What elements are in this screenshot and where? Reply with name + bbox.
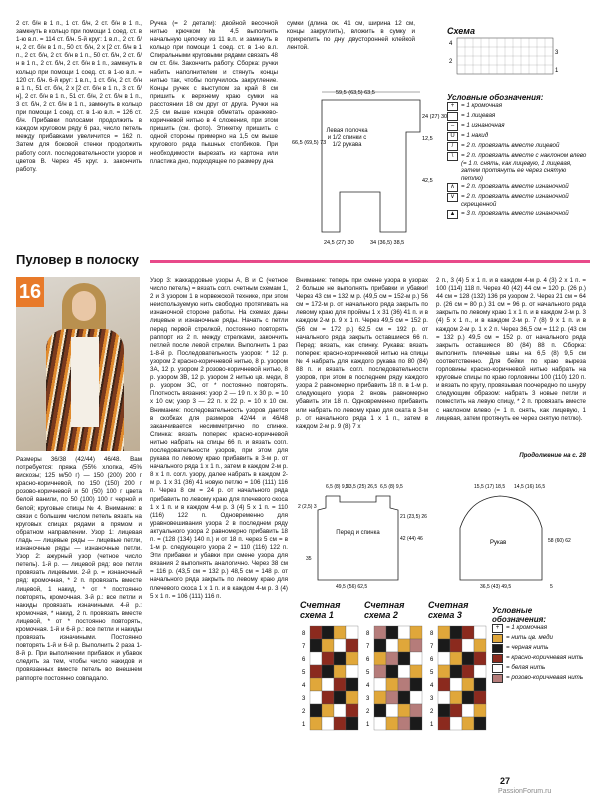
chart-cell bbox=[450, 652, 462, 665]
text-column-top-1 bbox=[16, 20, 142, 256]
text-column-mid-2 bbox=[150, 277, 288, 774]
chart-cell bbox=[334, 704, 346, 717]
chart-cell bbox=[450, 639, 462, 652]
chart-cell bbox=[438, 639, 450, 652]
chart-cell bbox=[322, 665, 334, 678]
page-number: 27 bbox=[500, 776, 511, 786]
row-number: 7 bbox=[430, 644, 434, 650]
chart-cell bbox=[474, 678, 486, 691]
row-number: 8 bbox=[430, 631, 434, 637]
paragraph: 2 п., 3 (4) 5 x 1 п. и в каждом 4-м р. 4 (3) 2 x 1 п. = 100 (114) 118 п. Через 40 (42) 44 см = 120 р. (26 р.) 44 см = 128 (132) 136 ря узором 2. Через 21 см = 64 р. (26 см = 80 р.) 31 см = 96 р. от начального ряда закрыть по левому краю 1 x 1 п. и в каждом 2-м р. 3 (4) 5 x 1 п., и в каждом 2-м р. 7 (8) 9 x 1 п. и в каждом 2-м р. 1 x 2 п. Через 36,5 см = 112 р. (43 см = 132 р.) 49,5 см = 152 р. от начального ряда закрыть оставшиеся 80 (84) 88 п. Сборка: выполнить плечевые швы на 6,5 (8) 9,5 см соответственно. Для бейки по краю выреза горловины красно-коричневой нитью набрать на круговые спицы по краю горловины 100 (110) 120 п. и вязать по кругу, провязывая поочередно по шнуру следующим образом: набрать 3 новые петли и поместить на левую спицу, * 2 п. провязать вместе с наклоном влево (= 1 п. снять, как лицевую, 1 лицевая, затем протянуть ее через снятую петлю). bbox=[436, 277, 586, 422]
schema-title: Схема bbox=[447, 26, 475, 36]
chart-cell bbox=[450, 626, 462, 639]
row-number: 7 bbox=[366, 644, 370, 650]
dim-label: 49,5 (56) 62,5 bbox=[336, 584, 368, 590]
row-number: 1 bbox=[302, 722, 306, 728]
legend-item bbox=[447, 132, 587, 141]
legend-swatch bbox=[492, 664, 503, 673]
row-number: 6 bbox=[366, 657, 370, 663]
chart-cell bbox=[334, 691, 346, 704]
chart-cell bbox=[462, 678, 474, 691]
chart-cell bbox=[310, 665, 322, 678]
chart-cell bbox=[438, 626, 450, 639]
legend-swatch: + bbox=[492, 624, 503, 633]
row-number: 3 bbox=[555, 50, 559, 56]
row-number: 1 bbox=[555, 68, 559, 74]
chart-cell bbox=[310, 704, 322, 717]
legend-text: = розово-коричневая нить bbox=[506, 674, 584, 681]
chart-cell bbox=[322, 639, 334, 652]
paragraph: сумки (длина ок. 41 см, ширина 12 см, концы закруглить), вложить в сумку и прикрепить по дну двусторонней клейкой лентой. bbox=[287, 20, 415, 52]
legend-symbol: ▲ bbox=[447, 210, 458, 219]
chart-cell bbox=[438, 717, 450, 730]
row-number: 5 bbox=[302, 670, 306, 676]
chart-cell bbox=[334, 639, 346, 652]
dim-label: 14,5 (16) 16,5 bbox=[514, 484, 546, 490]
chart-cell bbox=[438, 665, 450, 678]
chart-cell bbox=[346, 691, 358, 704]
text-column-top-2 bbox=[150, 20, 278, 256]
chart-cell bbox=[474, 639, 486, 652]
title-divider bbox=[150, 260, 590, 263]
dim-label: 6,5 (8) 9,5 bbox=[380, 484, 403, 490]
dim-label: 21 (23,5) 26 bbox=[400, 514, 427, 520]
chart-cell bbox=[450, 665, 462, 678]
dim-label: 5 bbox=[550, 584, 553, 590]
chart-cell bbox=[398, 639, 410, 652]
legend-item bbox=[492, 644, 588, 653]
legend-item bbox=[447, 210, 587, 219]
row-number: 1 bbox=[430, 722, 434, 728]
pattern-piece-label: Левая полочка и 1/2 спинки с 1/2 рукава bbox=[326, 128, 368, 148]
row-number: 6 bbox=[302, 657, 306, 663]
dim-label: 6,5 (8) 9,5 bbox=[326, 484, 349, 490]
pattern-diagram-sleeve bbox=[440, 478, 588, 590]
chart-cell bbox=[462, 652, 474, 665]
chart-cell bbox=[398, 691, 410, 704]
legend-item bbox=[447, 152, 587, 182]
dim-label: 24,5 (27) 30 bbox=[324, 240, 354, 246]
chart-cell bbox=[386, 665, 398, 678]
legend-text: = красно-коричневая нить bbox=[506, 654, 584, 661]
chart-cell bbox=[462, 691, 474, 704]
legend-title: Условные обозначения: bbox=[447, 93, 544, 102]
chart-cell bbox=[310, 639, 322, 652]
chart-legend bbox=[492, 606, 588, 684]
legend-text: = белая нить bbox=[506, 664, 546, 671]
chart-cell bbox=[410, 665, 422, 678]
chart-cell bbox=[438, 678, 450, 691]
row-number: 2 bbox=[302, 709, 306, 715]
chart-cell bbox=[474, 652, 486, 665]
chart-cell bbox=[398, 652, 410, 665]
legend-symbol: / bbox=[447, 142, 458, 151]
schema-block bbox=[447, 26, 587, 220]
chart-cell bbox=[410, 678, 422, 691]
pattern-number-badge: 16 bbox=[16, 277, 44, 307]
chart-cell bbox=[310, 678, 322, 691]
pattern-piece-label: Рукав bbox=[490, 540, 507, 546]
chart-cell bbox=[322, 652, 334, 665]
paragraph: Внимание: теперь при смене узора в узорах 2 больше не выполнять прибавки и убавки! Через 43 см = 132 м р. (49,5 см = 152-м р.) 56 см = 172-м р. от начального ряда закрыть по левому краю для проймы 1 x 31 (36) 41 п. и в каждом 2-м р. 9 x 1 п. Через 49,5 см = 152 р. (56 см = 172 р.) 62,5 см = 192 р. от начального ряда закрыть оставшиеся 66 п. Перед: вязать, как спинку. Рукава: вязать поперек: красно-коричневой нитью на спицы № 4 набрать для каждого рукава по 80 (84) 88 п. и вязать согл. последовательности узоров, при этом в последнем ряду каждого узора 2 равномерно прибавить 18 п. в 1-м р. следующего узора 2 вновь равномерно убавить эти 18 п. Одновременно прибавить или набрать по левому краю для оката в 3-м р. от начального ряда 1 x 1 п., затем в каждом 2-м р. 9 (8) 7 x bbox=[296, 277, 428, 430]
chart-cell bbox=[374, 626, 386, 639]
legend-title: Условные обозначения: bbox=[492, 606, 546, 624]
chart-cell bbox=[450, 717, 462, 730]
chart-cell bbox=[346, 639, 358, 652]
text-column-top-3 bbox=[287, 20, 415, 60]
dim-label: 24 (27) 30 bbox=[422, 114, 448, 120]
paragraph: Ручка (= 2 детали): двойной веcочной нитью крючком № 4,5 выполнить начальную цепочку из 11 в.п. и замкнуть в кольцо при помощи 1 соед. ст. в 1-ю в.п. Спиральными круговыми рядами связать 48 см ст. б/н. Закончить работу. Сборка: ручки набить наполнителем и стянуть концы нитью так, чтобы получилось закругление. Концы ручек с выступом за край 8 см пришить к верхнему краю сумки на расстоянии 18 см друг от друга. Ручки на 2,5 см выше концов обметать оранжево-коричневой нитью в 4 сложения, при этом пришить (см. фото). Этикетку пришить с одной стороны примерно на 1,5 см выше кругового ряда пышных столбиков. При необходимости вырезать из картона или пластика дно, подходящее по размеру дна bbox=[150, 20, 278, 165]
chart-cell bbox=[322, 691, 334, 704]
row-number: 2 bbox=[449, 59, 453, 65]
photo-face bbox=[72, 291, 96, 321]
dim-label: 23,5 (25) 26,5 bbox=[346, 484, 378, 490]
chart-cell bbox=[334, 678, 346, 691]
schema-grid bbox=[447, 36, 567, 78]
chart-cell bbox=[474, 691, 486, 704]
section-title: Пуловер в полоску bbox=[16, 252, 139, 267]
legend-text: = 2 п. провязать вместе изнаночной скрещенной bbox=[461, 193, 569, 208]
chart-cell bbox=[462, 704, 474, 717]
chart-cell bbox=[386, 704, 398, 717]
row-number: 5 bbox=[430, 670, 434, 676]
chart-cell bbox=[386, 652, 398, 665]
legend-item bbox=[447, 102, 587, 111]
row-number: 3 bbox=[302, 696, 306, 702]
dim-label: 66,5 (69,5) 73 bbox=[292, 140, 327, 146]
chart-cell bbox=[310, 691, 322, 704]
counting-charts bbox=[300, 600, 490, 770]
chart-cell bbox=[462, 626, 474, 639]
legend-item bbox=[447, 183, 587, 192]
chart-cell bbox=[346, 717, 358, 730]
legend-text: = черная нить bbox=[506, 644, 549, 651]
legend-swatch bbox=[492, 634, 503, 643]
row-number: 2 bbox=[366, 709, 370, 715]
dim-label: 42 (44) 46 bbox=[400, 536, 423, 542]
chart-cell bbox=[398, 665, 410, 678]
legend-text: = 3 п. провязать вместе изнаночной bbox=[461, 209, 569, 217]
chart-cell bbox=[310, 717, 322, 730]
row-number: 1 bbox=[366, 722, 370, 728]
chart-cell bbox=[374, 678, 386, 691]
chart-cell bbox=[410, 652, 422, 665]
text-column-mid-4 bbox=[436, 277, 586, 449]
legend-text: = 1 кромочная bbox=[461, 102, 503, 109]
chart-cell bbox=[474, 626, 486, 639]
chart-cell bbox=[462, 717, 474, 730]
chart-cell bbox=[462, 665, 474, 678]
legend-text: = 2 п. провязать вместе лицевой bbox=[461, 142, 560, 149]
chart-cell bbox=[438, 704, 450, 717]
chart-cell bbox=[334, 717, 346, 730]
chart-cell bbox=[322, 678, 334, 691]
chart-cell bbox=[322, 704, 334, 717]
chart-cell bbox=[374, 639, 386, 652]
chart-cell bbox=[334, 626, 346, 639]
chart-cell bbox=[322, 626, 334, 639]
row-number: 8 bbox=[302, 631, 306, 637]
chart-cell bbox=[386, 626, 398, 639]
row-number: 6 bbox=[430, 657, 434, 663]
text-column-mid-1 bbox=[16, 456, 142, 774]
pattern-outline bbox=[460, 496, 542, 580]
legend-item bbox=[447, 193, 587, 208]
legend-item bbox=[492, 664, 588, 673]
chart-cell bbox=[346, 626, 358, 639]
row-number: 3 bbox=[366, 696, 370, 702]
legend-text: = 2 п. провязать вместе изнаночной bbox=[461, 183, 569, 191]
dim-label: 2 (2,5) 3 bbox=[298, 504, 317, 510]
legend-symbol: \ bbox=[447, 152, 458, 161]
continued-note: Продолжение на с. 28 bbox=[519, 452, 586, 459]
text-column-mid-3 bbox=[296, 277, 428, 469]
chart-cell bbox=[386, 639, 398, 652]
legend-symbol: – bbox=[447, 122, 458, 131]
chart-cell bbox=[386, 691, 398, 704]
chart-title: Счетная схема 1 bbox=[300, 600, 341, 620]
legend-swatch bbox=[492, 654, 503, 663]
row-number: 2 bbox=[430, 709, 434, 715]
chart-cell bbox=[438, 691, 450, 704]
legend-text: = 1 накид bbox=[461, 132, 489, 139]
dim-label: 15,5 (17) 18,5 bbox=[474, 484, 506, 490]
chart-cell bbox=[310, 652, 322, 665]
chart-cell bbox=[374, 665, 386, 678]
dim-label: 58 (60) 62 bbox=[548, 538, 571, 544]
legend-item bbox=[447, 122, 587, 131]
row-number: 4 bbox=[302, 683, 306, 689]
chart-cell bbox=[450, 691, 462, 704]
dim-label: 34 (36,5) 38,5 bbox=[370, 240, 405, 246]
dim-label: 59,5 (63,5) 63,5 bbox=[336, 90, 375, 96]
chart-cell bbox=[410, 626, 422, 639]
chart-cell bbox=[346, 665, 358, 678]
legend-item bbox=[492, 654, 588, 663]
legend-symbol: U bbox=[447, 132, 458, 141]
legend-item bbox=[492, 624, 588, 633]
chart-cell bbox=[462, 639, 474, 652]
chart-cell bbox=[474, 704, 486, 717]
chart-cell bbox=[374, 691, 386, 704]
row-number: 7 bbox=[302, 644, 306, 650]
legend-text: = 2 п. провязать вместе с наклоном влево (= 1 п. снять, как лицевую, 1 лицевая, затем протянуть ее через снятую петлю) bbox=[461, 152, 587, 182]
chart-cell bbox=[386, 717, 398, 730]
dim-label: 35 bbox=[306, 556, 312, 562]
pattern-piece-label: Перед и спинка bbox=[336, 530, 380, 536]
legend-swatch bbox=[492, 644, 503, 653]
chart-cell bbox=[346, 704, 358, 717]
pattern-diagram-front bbox=[296, 478, 436, 590]
legend-item bbox=[447, 142, 587, 151]
chart-title: Счетная схема 3 bbox=[428, 600, 469, 620]
legend-text: = 1 изнаночная bbox=[461, 122, 505, 129]
chart-cell bbox=[450, 678, 462, 691]
legend-symbol: ∧ bbox=[447, 183, 458, 192]
legend-symbol: ∨ bbox=[447, 193, 458, 202]
photo-shirt bbox=[71, 337, 99, 427]
chart-cell bbox=[386, 678, 398, 691]
legend-item bbox=[492, 674, 588, 683]
legend-text: = нить цв. меди bbox=[506, 634, 553, 641]
chart-cell bbox=[334, 665, 346, 678]
legend-symbol bbox=[447, 112, 458, 121]
chart-cell bbox=[310, 626, 322, 639]
chart-cell bbox=[410, 717, 422, 730]
legend-swatch bbox=[492, 674, 503, 683]
chart-cell bbox=[474, 665, 486, 678]
legend-symbol: + bbox=[447, 102, 458, 111]
charts-grids bbox=[300, 626, 490, 766]
chart-cell bbox=[450, 704, 462, 717]
chart-cell bbox=[398, 704, 410, 717]
row-number: 8 bbox=[366, 631, 370, 637]
legend-item bbox=[447, 112, 587, 121]
chart-cell bbox=[346, 678, 358, 691]
watermark: PassionForum.ru bbox=[498, 788, 552, 795]
paragraph: 2 ст. б/н в 1 п., 1 ст. б/н, 2 ст. б/н в 1 п., замкнуть в кольцо при помощи 1 соед. ст. в 1-ю в.п. = 114 ст. б/н. 5-й круг: 1 в.п., 2 ст. б/н, 2 ст. б/н в 1 п., 50 ст. б/н, 2 х [2 ст. б/н в 1 п., 2 ст. б/н, 2 ст. б/н в 1 п., 50 ст. б/н, 2 ст. б/н в 1 п., 2 ст. б/н, 2 ст. б/н в 1 п., замкнуть в кольцо при помощи 1 соед. ст. в 1-ю в.п. = 120 ст. б/н. 6-й круг: 1 в.п., 1 ст. б/н, 2 ст. б/н в 1 п., 51 ст. б/н, 2 х [2 ст. б/н в 1 п., 3 ст. б/н], 2 ст. б/н в 1 п., 51 ст. б/н, 2 ст. б/н в 1 п., 3 ст. б/н, 2 ст. б/н в 1 п., замкнуть в кольцо при помощи 1 соед. ст. в 1-ю в.п. = 126 ст. б/н. Прибавки полосами продолжить в каждом круговом ряду 6 раз, число петель между прибавками увеличится = 162 п. Затем для боковой стенки продолжить работу согл. последовательности узоров и цветов В. Через 45 круг. з. закончить работу. bbox=[16, 20, 142, 173]
chart-cell bbox=[374, 717, 386, 730]
chart-cell bbox=[474, 717, 486, 730]
chart-cell bbox=[398, 717, 410, 730]
dim-label: 12,5 bbox=[422, 136, 433, 142]
chart-cell bbox=[374, 704, 386, 717]
chart-cell bbox=[398, 678, 410, 691]
row-number: 4 bbox=[366, 683, 370, 689]
chart-cell bbox=[438, 652, 450, 665]
legend-text: = 1 лицевая bbox=[461, 112, 496, 119]
chart-cell bbox=[410, 691, 422, 704]
chart-cell bbox=[346, 652, 358, 665]
chart-title: Счетная схема 2 bbox=[364, 600, 405, 620]
chart-cell bbox=[398, 626, 410, 639]
paragraph: Узор 3: жаккардовые узоры А, В и С (четное число петель) = вязать согл. счетным схемам 1, 2 и 3 узором 1 в норвежской технике, при этом неиспользуемую нить свободно протягивать на изнаночной стороне работы. На схемах даны лицевые и изнаночные ряды. Начать с петли перед первой стрелкой, постоянно повторять раппорт из 2 п. между стрелками, закончить петлей после левой стрелки. Выполнить 1 раз 1-8-й р. Последовательность узоров: * 12 р. узором 2 красно-коричневой нитью, 8 р. узором 3А, 12 р. узором 2 розово-коричневой нитью, 8 р. узором 3В, 12 р. узором 2 нитью цв. меди, 8 р. узором 3С, от * постоянно повторять. Плотность вязания: узор 2 — 19 п. x 30 р. = 10 x 10 см; узор 3 — 22 п. x 22 р. = 10 x 10 см. Внимание: последовательность узоров дается в скобках для размеров 42/44 и 46/48 заканчивается несимметрично по спинке. Спинка: вязать поперек: красно-коричневой нитью набрать на спицы 66 п. и вязать согл. последовательности узоров, при этом для рукава по левому краю прибавить в 3-м р. от начального ряда 1 x 1 п., затем в каждом 2-м р. 8 x 1 п. согл. узору, далее набрать в каждом 2-м р. 1 x 31 (36) 41 новую петлю = 106 (111) 116 п. Через 8 см = 24 р. от начального ряда прибавить по левому краю для плечевого скоса 1 x 1 п. и в каждом 4-м р. 3 (4) 5 x 1 п. = 110 (116) 122 п. Одновременно для уравновешивания узора 2 в последнем ряду актуального узора 2 равномерно прибавить 18 п. = (128 (134) 140 п.) и от 18 п. через 5 см = в 1-м р. следующего узора 2 = 110 (116) 122 п. Эти прибавки и убавки при смене узора для вязания 2 выполнять аналогично. Через 38 см = 116 р. (43,5 см = 132 р.) 48,5 см = 148 р. от начального ряда закрыть по левому краю для плечевого скоса 1 x 1 п. и в каждом 4-м р. 3 (4) 5 x 1 п. = 106 (111) 116 п. bbox=[150, 277, 288, 600]
dim-label: 42,5 bbox=[422, 178, 433, 184]
chart-cell bbox=[410, 704, 422, 717]
chart-cell bbox=[374, 652, 386, 665]
pattern-diagram-top bbox=[288, 82, 448, 250]
paragraph: Размеры 36/38 (42/44) 46/48. Вам потребуется: пряжа (55% хлопка, 45% вискозы; 125 м/50 г) — 150 (200) 200 г красно-коричневой, по 150 (150) 200 г розово-коричневой и 50 (50) 100 г цвета белой ванили, по 50 (100) 100 г черной и белой; круговые спицы № 4. Внимание: в связи с большим числом петель вязать на круговых спицах рядами в прямом и обратном направлении. Узор 1: лицевая гладь — лицевые ряды — лицевые петли, изнаночные ряды — изнаночные петли. Узор 2: ажурный узор (четное число петель). 1-й р. — лицевой ряд: все петли провязать лицевыми. 2-й р. = изнаночный ряд: кромочная, * 2 п. провязать вместе лицевой, 1 накид, * от * постоянно повторять, кромочная. 3-й р.: все петли и накиды провязать изначиными. 4-й р.: кромочная, * накид, 2 п. провязать вместе лицевой, * от * постоянно повторять, кромочная. 1-й и 6-й р.: все петли и накиды провязать изначиными. Постоянно повторять 1-й и 6-й р. Выполнить 2 раза 1-8-й р. При выполнении прибавок и убавок следить за тем, чтобы число накидов и провязанных вместе петель во внешнем раппорте постоянно совпадало. bbox=[16, 456, 142, 682]
row-number: 4 bbox=[449, 41, 453, 47]
row-number: 3 bbox=[430, 696, 434, 702]
chart-cell bbox=[334, 652, 346, 665]
row-number: 4 bbox=[430, 683, 434, 689]
row-number: 5 bbox=[366, 670, 370, 676]
dim-label: 36,5 (43) 49,5 bbox=[480, 584, 512, 590]
chart-cell bbox=[322, 717, 334, 730]
legend-text: = 1 кромочная bbox=[506, 624, 548, 631]
legend-item bbox=[492, 634, 588, 643]
chart-cell bbox=[410, 639, 422, 652]
